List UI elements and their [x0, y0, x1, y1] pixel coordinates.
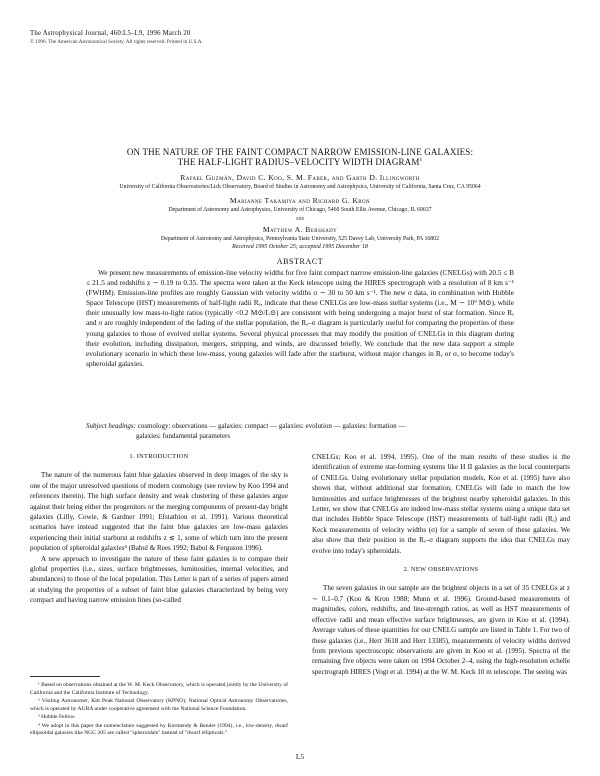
section-heading-introduction: 1. INTRODUCTION	[129, 453, 189, 460]
footnote-2: ² Visiting Astronomer, Kitt Peak National Observatory (KPNO), National Optical Astronomy Observatories, which is operated by AURA under cooperative agreement with the National Science Foundation.	[30, 698, 288, 712]
affiliation-2: Department of Astronomy and Astrophysics, University of Chicago, 5460 South Ellis Avenue, Chicago, IL 60637	[168, 207, 432, 213]
subject-headings-line-1: cosmology: observations — galaxies: compact — galaxies: evolution — galaxies: formation —	[137, 422, 406, 430]
footnote-1: ¹ Based on observations obtained at the W. M. Keck Observatory, which is operated jointly by the University of California and the California Institute of Technology.	[30, 682, 288, 696]
title-line-2	[30, 157, 570, 167]
abstract-heading: ABSTRACT	[276, 257, 324, 266]
observations-paragraph-1: The seven galaxies in our sample are the brightest objects in a set of 35 CNELGs at z ∼ 0.1–0.7 (Koo & Kron 1988; Munn et al. 1996). Ground-based measurements of magnitudes, colors, redshifts, and line-strength ratios, as well as HST measurements of effective radii and mean effective surface brightnesses, are given in Koo et al. (1994). Average values of these quantities for our CNELG sample are listed in Table 1. For two of these galaxies (i.e., Herr 3618 and Herr 13385), measurements of velocity widths derived from previous spectroscopic observations are given in Koo et al. (1995). Spectra of the remaining five objects were taken on 1994 October 2–4, using the high-resolution echelle spectrograph HIRES (Vogt et al. 1994) at the W. M. Keck 10 m telescope. The seeing was	[312, 584, 570, 676]
intro-paragraph-2: A new approach to investigate the nature of these faint galaxies is to compare their global properties (i.e., sizes, surface brightnesses, luminosities, internal velocities, and abundances) to those of the local population. This Letter is part of a series of papers aimed at studying the properties of a subset of faint blue galaxies characterized by being very compact and having narrow emission lines (so-called	[30, 554, 288, 605]
intro-paragraph-1: The nature of the numerous faint blue galaxies observed in deep images of the sky is one of the major unresolved questions of modern cosmology (see review by Koo 1994 and references therein). The high surface density and weak clustering of these galaxies argue against their being either the progenitors or the merging components of present-day bright galaxies (Lilly, Cowie, & Gardner 1991; Efstathiou et al. 1991). Various theoretical scenarios have instead suggested that the faint blue galaxies are low-mass galaxies experiencing their initial starburst at redshifts z ≲ 1, some of which turn into the present population of spheroidal galaxies⁴ (Babul & Rees 1992; Babul & Ferguson 1996).	[30, 471, 288, 553]
left-column	[30, 452, 288, 606]
subject-headings-line-2: galaxies: fundamental parameters	[136, 432, 231, 440]
author-group-3: Matthew A. Bershady	[262, 225, 338, 234]
author-group-1: Rafael Guzmán, David C. Koo, S. M. Faber, and Garth D. Illingworth	[180, 173, 420, 182]
journal-header: The Astrophysical Journal, 460:L5–L9, 1996 March 20	[30, 30, 191, 37]
footnote-rule	[30, 676, 100, 677]
footnote-3: ³ Hubble Fellow.	[38, 714, 76, 720]
subject-headings	[86, 421, 514, 441]
title-footnote-mark: 1	[419, 157, 423, 163]
affiliation-1: University of California Observatories/Lick Observatory, Board of Studies in Astronomy and Astrophysics, University of California, Santa Cruz, CA 95064	[119, 184, 481, 190]
section-heading-observations: 2. NEW OBSERVATIONS	[403, 566, 479, 574]
footnote-4: ⁴ We adopt in this paper the nomenclature suggested by Kormendy & Bender (1994), i.e., low-density, dwarf ellipsoidal galaxies like NGC 205 are called "spheroidals" instead of "dwarf ellipticals."	[30, 722, 288, 736]
and-separator: and	[295, 216, 305, 222]
subject-headings-label: Subject headings:	[86, 422, 136, 430]
author-group-2: Marianne Takamiya and Richard G. Kron	[229, 196, 371, 205]
title-line-1: ON THE NATURE OF THE FAINT COMPACT NARROW EMISSION-LINE GALAXIES:	[126, 147, 474, 157]
received-dates: Received 1995 October 25; accepted 1995 December 18	[232, 244, 368, 250]
footnotes	[30, 676, 288, 739]
title-text: THE HALF-LIGHT RADIUS–VELOCITY WIDTH DIAGRAM	[177, 157, 420, 167]
abstract-body: We present new measurements of emission-line velocity widths for five faint compact narrow emission-line galaxies (CNELGs) with 20.5 ≤ B ≤ 21.5 and redshifts z ∼ 0.19 to 0.35. The spectra were taken at the Keck telescope using the HIRES spectrograph with a resolution of 8 km s⁻¹ (FWHM). Emission-line profiles are roughly Gaussian with velocity widths σ ∼ 30 to 50 km s⁻¹. The new σ data, in combination with Hubble Space Telescope (HST) measurements of half-light radii Rₑ, indicate that these CNELGs are low-mass stellar systems (i.e., M ∼ 10⁹ M⊙), while their unusually low mass-to-light ratios (typically <0.2 M⊙/L⊙) are consistent with being undergoing a major burst of star formation. Since Rₑ and σ are roughly independent of the fading of the stellar population, the Rₑ–σ diagram is particularly useful for comparing the properties of these young galaxies to those of evolved stellar systems. Several physical processes that may modify the position of CNELGs in this diagram during their evolution, including dissipation, mergers, stripping, and winds, are discussed briefly. We conclude that the new data support a simple evolutionary scenario in which these low-mass, young galaxies will fade after the starburst, without major changes in Rₑ or σ, to become today's spheroidal galaxies.	[86, 268, 514, 368]
right-column	[312, 452, 570, 677]
copyright-line: © 1996. The American Astronomical Society. All rights reserved. Printed in U.S.A.	[30, 39, 203, 45]
intro-paragraph-3: CNELGs; Koo et al. 1994, 1995). One of the main results of these studies is the identification of extreme star-forming systems like H II galaxies as the local counterparts of CNELGs. Using evolutionary stellar population models, Koo et al. (1995) have also shown that, without additional star formation, CNELGs will fade to match the low luminosities and surface brightnesses of the brightest nearby spheroidal galaxies. In this Letter, we show that CNELGs are indeed low-mass stellar systems using a unique data set that includes Hubble Space Telescope (HST) measurements of half-light radii (Rₑ) and Keck measurements of velocity widths (σ) for a sample of seven of these galaxies. We also show that their position in the Rₑ–σ diagram supports the idea that CNELGs may evolve into today's spheroidals.	[312, 453, 570, 555]
page-number: L5	[295, 752, 305, 761]
affiliation-3: Department of Astronomy and Astrophysics, Pennsylvania State University, 525 Davey Lab, University Park, PA 16802	[161, 236, 439, 242]
